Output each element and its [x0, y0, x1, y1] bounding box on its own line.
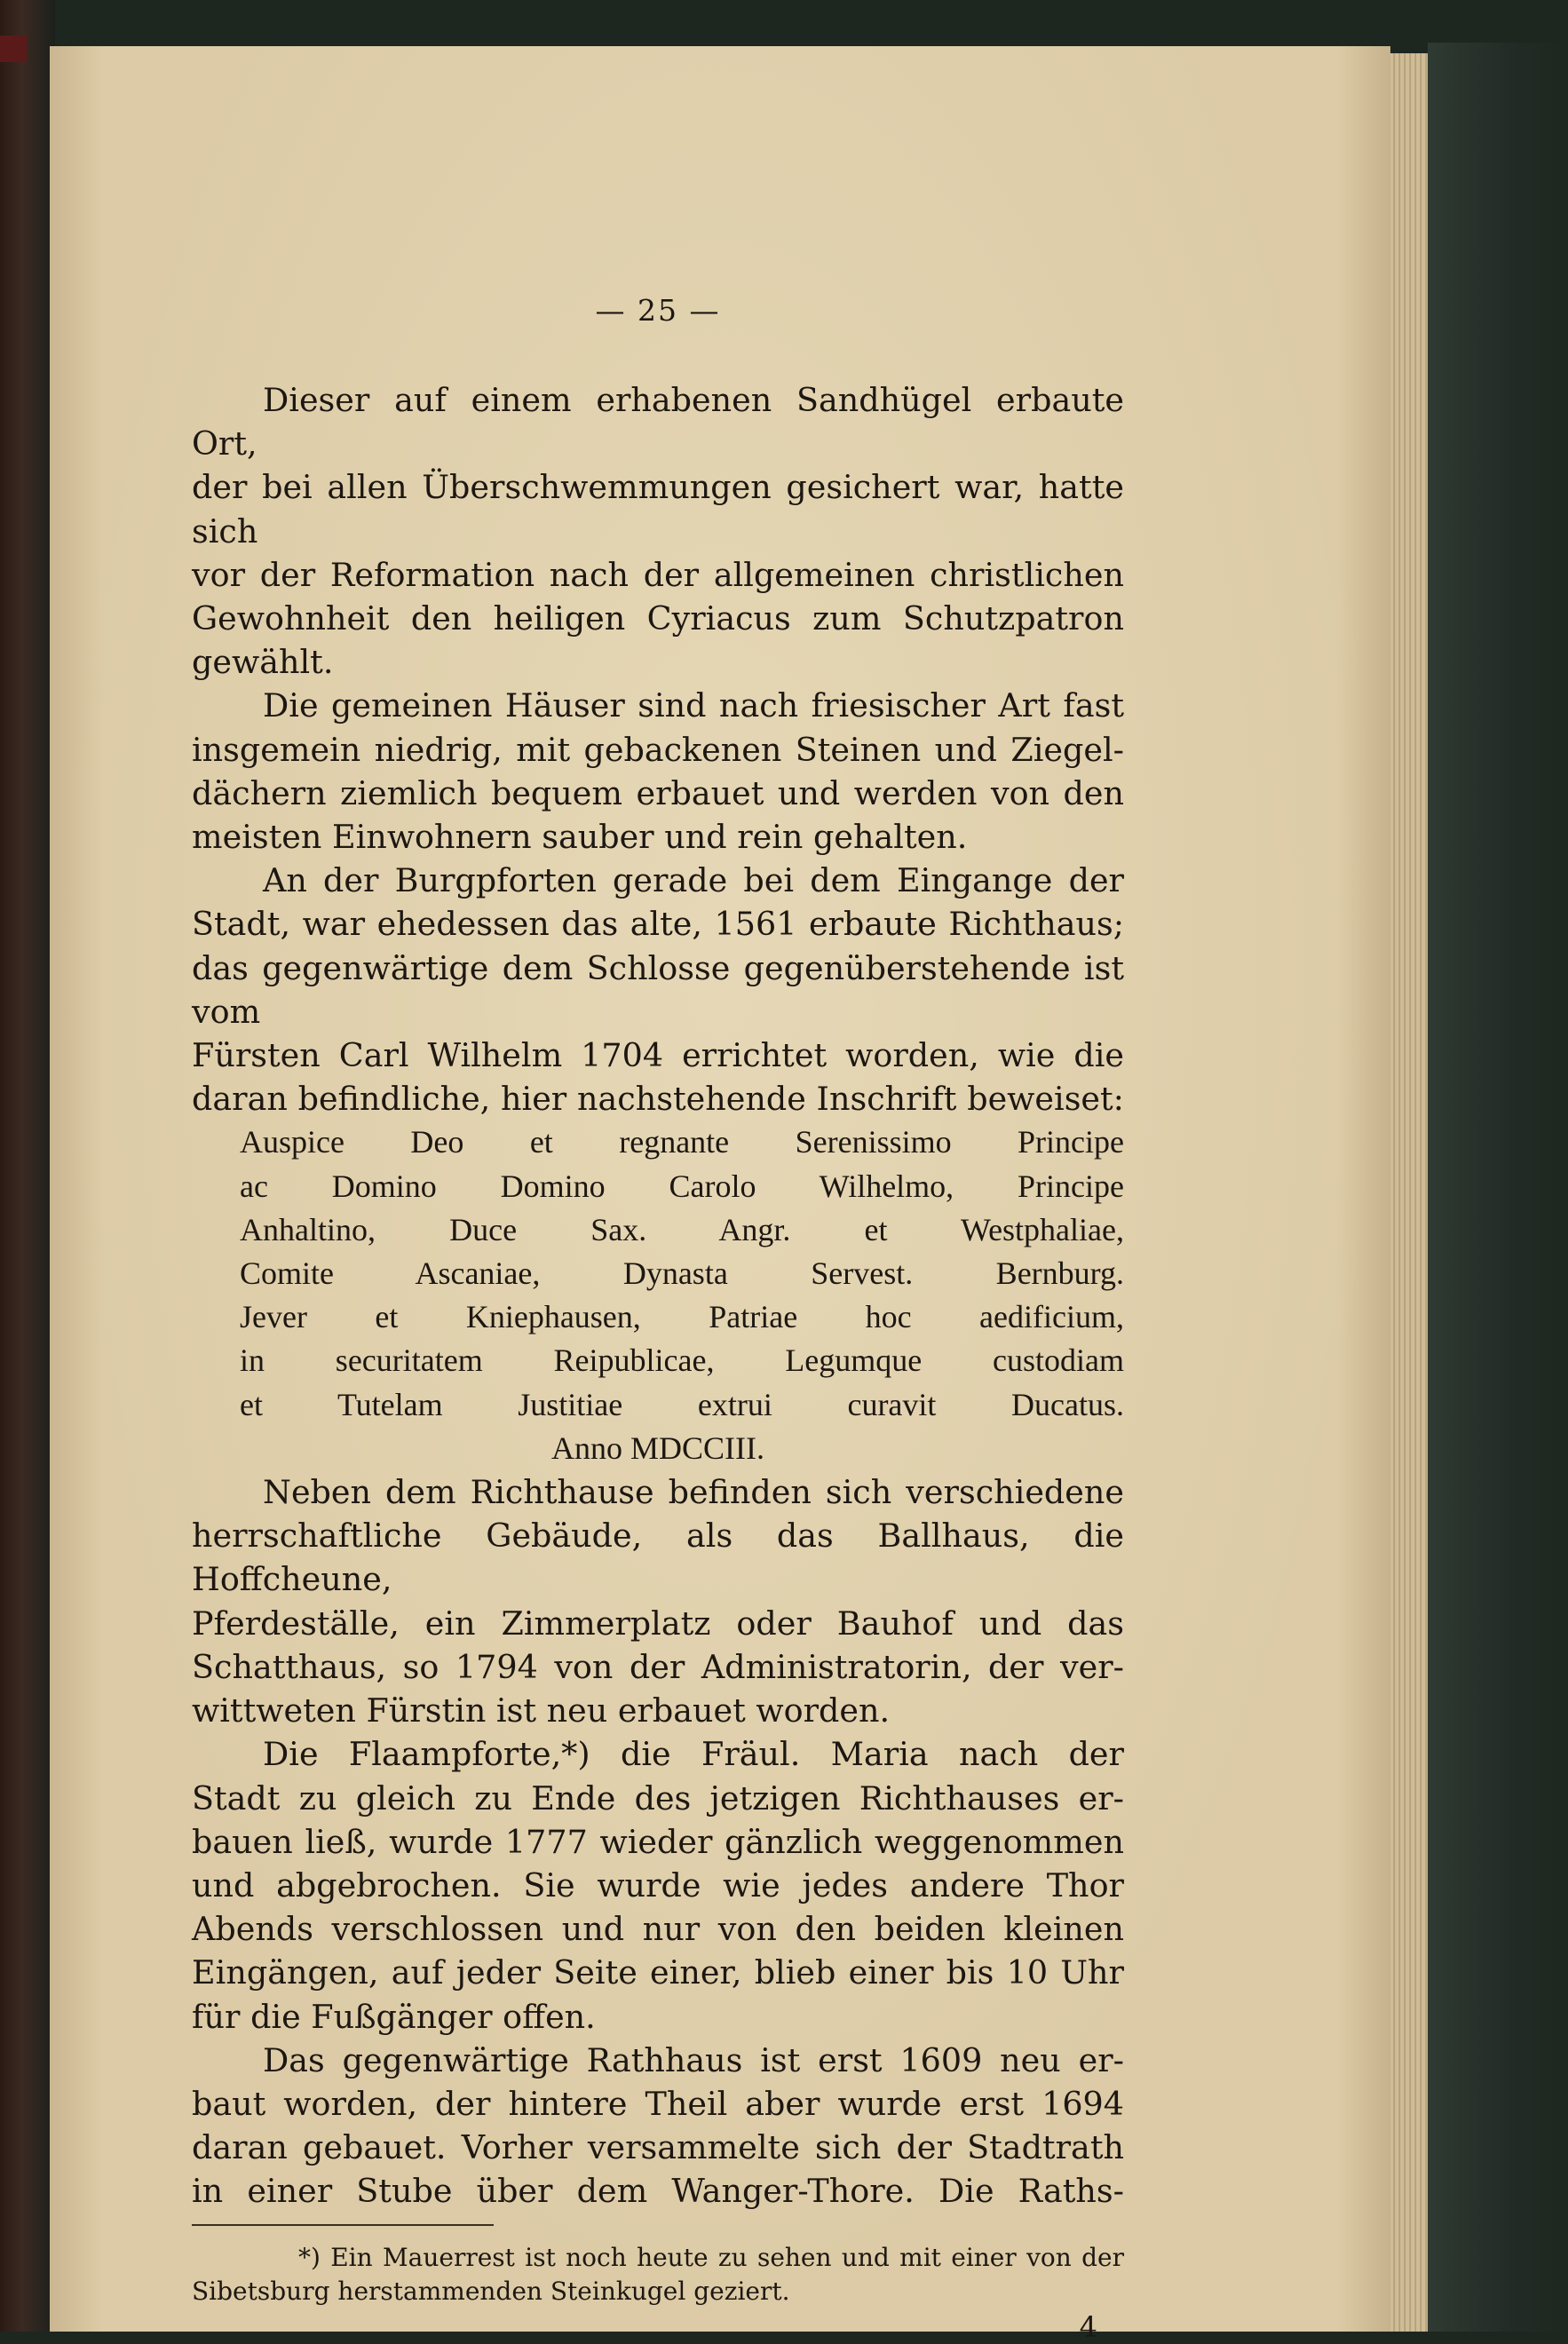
text-line: in einer Stube über dem Wanger-Thore. Die Raths-: [192, 2172, 1124, 2211]
paragraph: [192, 684, 1124, 859]
text-line: dächern ziemlich bequem erbauet und werden von den: [192, 773, 1124, 812]
text-line: Stadt, war ehedessen das alte, 1561 erbaute Richthaus;: [192, 905, 1124, 944]
text-line: An der Burgpforten gerade bei dem Eingange der: [263, 861, 1124, 900]
text-line: Dieser auf einem erhabenen Sandhügel erbaute Ort,: [192, 381, 1124, 463]
footnote-rule: [192, 2224, 494, 2226]
inscription-line: Auspice Deo et regnante Serenissimo Principe: [240, 1124, 1124, 1160]
text-line: das gegenwärtige dem Schlosse gegenüberstehende ist vom: [192, 948, 1124, 1031]
text-line: Stadt zu gleich zu Ende des jetzigen Richthauses er-: [192, 1778, 1124, 1817]
signature-mark: 4: [1079, 2310, 1097, 2344]
text-line: Abends verschlossen und nur von den beiden kleinen: [192, 1910, 1124, 1949]
text-line: wittweten Fürstin ist neu erbauet worden.: [192, 1691, 891, 1730]
text-line: Das gegenwärtige Rathhaus ist erst 1609 neu er-: [263, 2040, 1124, 2079]
text-line: herrschaftliche Gebäude, als das Ballhaus, die Hoffcheune,: [192, 1516, 1124, 1599]
text-line: insgemein niedrig, mit gebackenen Steinen und Ziegel-: [192, 730, 1124, 769]
inscription-date: Anno MDCCIII.: [551, 1429, 764, 1466]
text-line: vor der Reformation nach der allgemeinen christlichen: [192, 555, 1124, 594]
text-line: gewählt.: [192, 643, 334, 682]
text-line: Fürsten Carl Wilhelm 1704 errichtet worden, wie die: [192, 1036, 1124, 1075]
paragraph: [192, 2039, 1124, 2213]
text-line: daran befindliche, hier nachstehende Inschrift beweiset:: [192, 1080, 1124, 1119]
text-line: bauen ließ, wurde 1777 wieder gänzlich weggenommen: [192, 1822, 1124, 1861]
binding-corner: [0, 36, 27, 62]
text-line: Die Flaampforte,*) die Fräul. Maria nach der: [263, 1735, 1124, 1774]
text-line: Schatthaus, so 1794 von der Administratorin, der ver-: [192, 1647, 1124, 1686]
page-edges: [1390, 53, 1428, 2332]
text-line: Die gemeinen Häuser sind nach friesischer Art fast: [263, 686, 1124, 725]
paragraph: [192, 859, 1124, 1121]
page-number: — 25 —: [595, 293, 721, 328]
footnote: *) Ein Mauerrest ist noch heute zu sehen und mit einer von der Sibetsburg herstammenden Steinkugel geziert.: [192, 2243, 1124, 2306]
inscription-line: ac Domino Domino Carolo Wilhelmo, Principe: [240, 1168, 1124, 1204]
text-line: und abgebrochen. Sie wurde wie jedes andere Thor: [192, 1865, 1124, 1905]
text-line: für die Fußgänger offen.: [192, 1997, 596, 2036]
text-line: meisten Einwohnern sauber und rein gehalten.: [192, 818, 968, 857]
body-text: [192, 378, 1124, 2213]
paragraph: [192, 378, 1124, 684]
paragraph: [192, 1470, 1124, 1732]
book-binding-left: [0, 0, 55, 2332]
text-line: daran gebauet. Vorher versammelte sich der Stadtrath: [192, 2128, 1124, 2167]
inscription-line: Comite Ascaniae, Dynasta Servest. Bernburg.: [240, 1255, 1124, 1292]
text-line: Neben dem Richthause befinden sich verschiedene: [263, 1473, 1124, 1512]
text-line: Gewohnheit den heiligen Cyriacus zum Schutzpatron: [192, 599, 1124, 638]
inscription-line: et Tutelam Justitiae extrui curavit Ducatus.: [240, 1386, 1124, 1422]
text-line: baut worden, der hintere Theil aber wurde erst 1694: [192, 2084, 1124, 2123]
text-line: Eingängen, auf jeder Seite einer, blieb einer bis 10 Uhr: [192, 1953, 1124, 1992]
text-line: Pferdeställe, ein Zimmerplatz oder Bauhof und das: [192, 1604, 1124, 1643]
inscription-line: Anhaltino, Duce Sax. Angr. et Westphaliae,: [240, 1211, 1124, 1247]
inscription: [192, 1121, 1124, 1470]
book-cover-right: [1428, 43, 1568, 2332]
inscription-line: in securitatem Reipublicae, Legumque custodiam: [240, 1342, 1124, 1379]
text-line: der bei allen Überschwemmungen gesichert war, hatte sich: [192, 468, 1124, 550]
paragraph: [192, 1732, 1124, 2038]
inscription-line: Jever et Kniephausen, Patriae hoc aedificium,: [240, 1299, 1124, 1335]
